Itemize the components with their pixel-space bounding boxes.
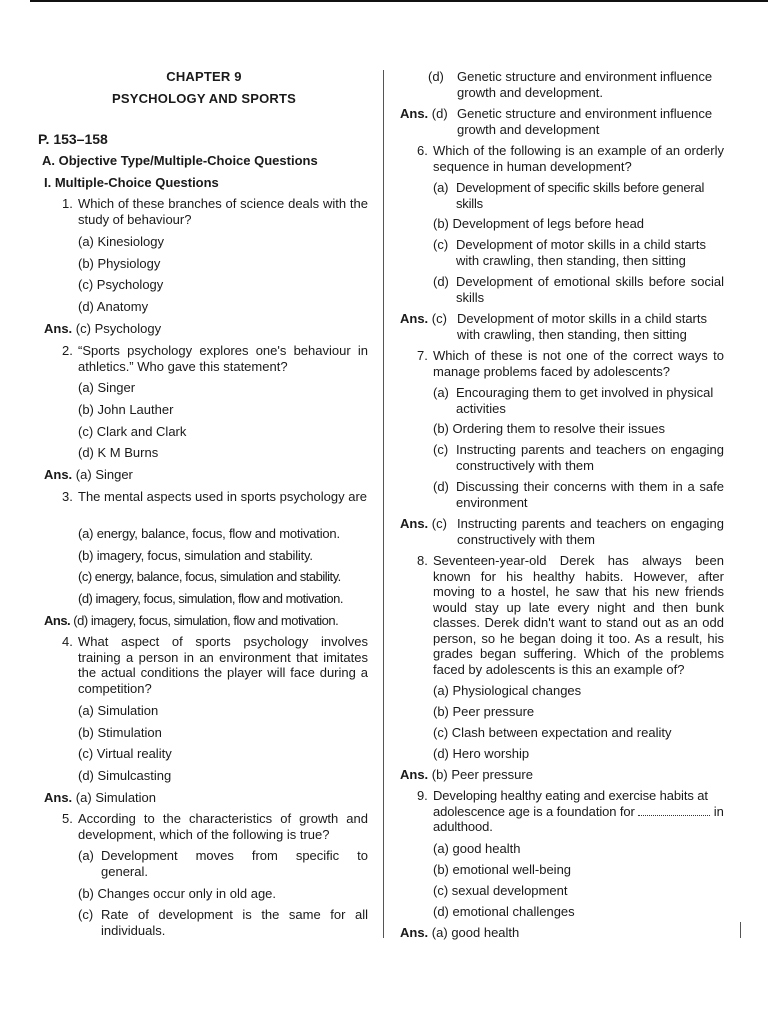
option: (b) imagery, focus, simulation and stability. [78, 548, 313, 563]
chapter-title: PSYCHOLOGY AND SPORTS [111, 91, 297, 106]
answer: Ans. (a) Singer [44, 467, 133, 482]
option: (b) Development of legs before head [433, 216, 645, 231]
answer: Ans. (d) imagery, focus, simulation, flow and motivation. [44, 613, 339, 628]
question-7: 7. Which of these is not one of the correct ways to manage problems faced by adolescents? [417, 348, 724, 379]
question-6: 6. Which of the following is an example of an orderly sequence in human development? [417, 143, 724, 174]
option: (a) Development moves from specific to general. [78, 848, 368, 879]
section-a-heading: A. Objective Type/Multiple-Choice Questions [42, 153, 318, 168]
margin-mark [740, 922, 741, 938]
question-4: 4. What aspect of sports psychology involves training a person in an environment that imitates the actual conditions the player will face during a competition? [62, 634, 368, 696]
answer: Ans. (a) Simulation [44, 790, 157, 805]
option: (a) Singer [78, 380, 136, 395]
answer: Ans. (a) good health [400, 925, 520, 940]
option: (d) Simulcasting [78, 768, 172, 783]
option: (b) Peer pressure [433, 704, 535, 719]
option: (d) emotional challenges [433, 904, 575, 919]
option: (b) John Lauther [78, 402, 174, 417]
option: (a) Development of specific skills before general skills [433, 180, 705, 211]
answer: Ans. (d) Genetic structure and environment influence growth and development [400, 106, 713, 137]
option: (b) Stimulation [78, 725, 162, 740]
answer: Ans. (c) Psychology [44, 321, 162, 336]
page-range: P. 153–158 [38, 131, 108, 147]
answer: Ans. (c) Development of motor skills in a child starts with crawling, then standing, then sitting [400, 311, 707, 342]
option: (d) K M Burns [78, 445, 159, 460]
option: (b) Physiology [78, 256, 161, 271]
option: (c) Clark and Clark [78, 424, 187, 439]
fill-blank [638, 805, 710, 816]
option: (b) Ordering them to resolve their issues [433, 421, 665, 436]
question-number: 1. [62, 196, 73, 211]
section-i-heading: I. Multiple-Choice Questions [44, 175, 219, 190]
option: (c) sexual development [433, 883, 568, 898]
question-9: 9. Developing healthy eating and exercise habits at adolescence age is a foundation for in adulthood. [417, 788, 724, 834]
option: (c) Instructing parents and teachers on engaging constructively with them [433, 442, 724, 473]
option: (d) Development of emotional skills before social skills [433, 274, 724, 305]
chapter-number: CHAPTER 9 [166, 69, 242, 84]
option: (b) Changes occur only in old age. [78, 886, 277, 901]
option: (c) Development of motor skills in a child starts with crawling, then standing, then sitting [433, 237, 706, 268]
option: (d) imagery, focus, simulation, flow and motivation. [78, 591, 343, 606]
question-8: 8. Seventeen-year-old Derek has always been known for his healthy habits. However, after moving to a hostel, he saw that his new friends would stay up late every night and then bunk classes. Derek didn't want to stand out as an odd person, so he began doing it too. As a result, his grades began suffering. Which of the problems faced by adolescents is this an example of? [417, 553, 724, 677]
top-rule [30, 0, 768, 2]
option: (d) Genetic structure and environment influence growth and development. [428, 69, 713, 100]
option: (a) energy, balance, focus, flow and motivation. [78, 526, 340, 541]
option: (c) Psychology [78, 277, 164, 292]
option: (a) Kinesiology [78, 234, 165, 249]
column-divider [383, 70, 384, 938]
option: (d) Anatomy [78, 299, 149, 314]
option: (d) Hero worship [433, 746, 530, 761]
option: (a) Physiological changes [433, 683, 582, 698]
option: (c) energy, balance, focus, simulation and stability. [78, 569, 341, 584]
option: (a) Simulation [78, 703, 159, 718]
option: (c) Clash between expectation and reality [433, 725, 672, 740]
option: (c) Virtual reality [78, 746, 172, 761]
option: (d) Discussing their concerns with them in a safe environment [433, 479, 724, 510]
question-2: 2. “Sports psychology explores one's behaviour in athletics.” Who gave this statement? [62, 343, 368, 374]
answer: Ans. (b) Peer pressure [400, 767, 533, 782]
option: (a) good health [433, 841, 521, 856]
question-1: 1. Which of these branches of science deals with the study of behaviour? [62, 196, 368, 227]
question-5: 5. According to the characteristics of growth and development, which of the following is true? [62, 811, 368, 842]
answer: Ans. (c) Instructing parents and teachers on engaging constructively with them [400, 516, 724, 547]
option: (b) emotional well-being [433, 862, 572, 877]
option: (c) Rate of development is the same for all individuals. [78, 907, 368, 938]
option: (a) Encouraging them to get involved in physical activities [433, 385, 714, 416]
question-3: 3. The mental aspects used in sports psychology are [62, 489, 368, 504]
